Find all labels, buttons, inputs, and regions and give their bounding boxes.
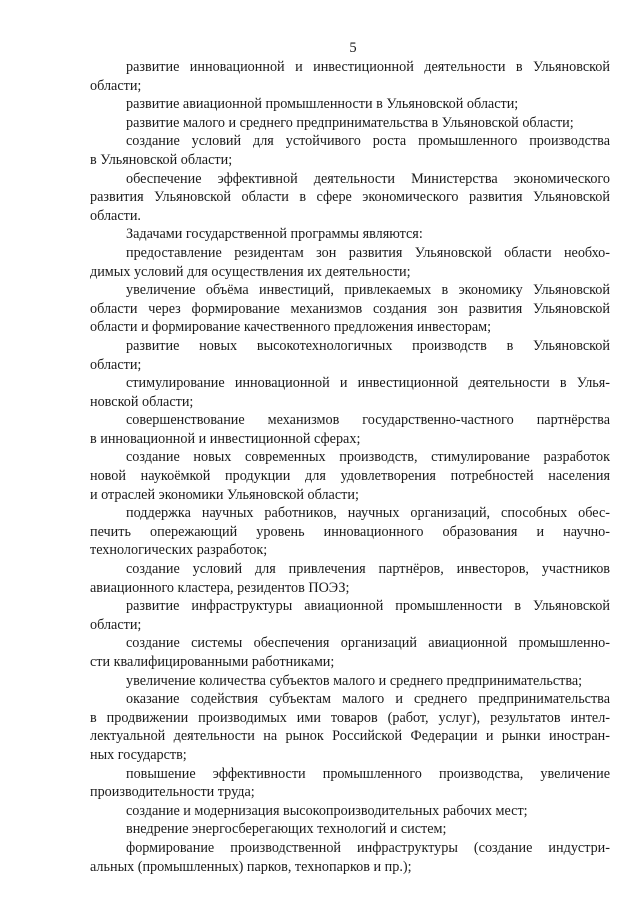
text-line: области; bbox=[90, 77, 142, 94]
text-line: увеличение объёма инвестиций, привлекаемых в экономику Ульяновской bbox=[126, 282, 610, 299]
paragraph bbox=[90, 337, 610, 374]
text-line: новой наукоёмкой продукции для удовлетворения потребностей населения bbox=[90, 468, 610, 485]
text-line: в продвижении производимых ими товаров (работ, услуг), результатов интел- bbox=[90, 709, 610, 726]
paragraph bbox=[90, 634, 610, 671]
paragraph bbox=[90, 672, 610, 691]
text-line: поддержка научных работников, научных организаций, способных обес- bbox=[126, 505, 610, 522]
text-line: развитие малого и среднего предпринимательства в Ульяновской области; bbox=[126, 114, 574, 131]
text-line: создание и модернизация высокопроизводительных рабочих мест; bbox=[126, 802, 528, 819]
text-line: развитие инфраструктуры авиационной промышленности в Ульяновской bbox=[126, 598, 610, 615]
text-line: в Ульяновской области; bbox=[90, 151, 233, 168]
paragraph bbox=[90, 504, 610, 560]
text-line: производительности труда; bbox=[90, 784, 255, 801]
text-line: и отраслей экономики Ульяновской области; bbox=[90, 486, 359, 503]
paragraph bbox=[90, 95, 610, 114]
paragraph bbox=[90, 132, 610, 169]
document-body bbox=[90, 58, 610, 876]
text-line: печить опережающий уровень инновационного образования и научно- bbox=[90, 523, 610, 540]
text-line: Задачами государственной программы являются: bbox=[126, 226, 423, 243]
text-line: создание системы обеспечения организаций авиационной промышленно- bbox=[126, 635, 610, 652]
text-line: увеличение количества субъектов малого и среднего предпринимательства; bbox=[126, 672, 583, 689]
text-line: технологических разработок; bbox=[90, 542, 268, 559]
text-line: области; bbox=[90, 356, 142, 373]
text-line: развитие инновационной и инвестиционной деятельности в Ульяновской bbox=[126, 59, 610, 75]
paragraph bbox=[90, 374, 610, 411]
text-line: создание условий для устойчивого роста промышленного производства bbox=[126, 133, 610, 150]
text-line: предоставление резидентам зон развития Ульяновской области необхо- bbox=[126, 244, 610, 261]
text-line: ных государств; bbox=[90, 746, 187, 763]
text-line: димых условий для осуществления их деятельности; bbox=[90, 263, 411, 280]
text-line: создание условий для привлечения партнёров, инвесторов, участников bbox=[126, 561, 610, 578]
paragraph bbox=[90, 839, 610, 876]
paragraph bbox=[90, 820, 610, 839]
paragraph bbox=[90, 225, 610, 244]
text-line: сти квалифицированными работниками; bbox=[90, 654, 335, 670]
text-line: в инновационной и инвестиционной сферах; bbox=[90, 430, 361, 447]
text-line: лектуальной деятельности на рынок Российской Федерации и рынки иностран- bbox=[90, 728, 610, 745]
text-line: новской области; bbox=[90, 393, 194, 410]
paragraph bbox=[90, 58, 610, 95]
text-line: формирование производственной инфраструктуры (создание индустри- bbox=[126, 839, 610, 856]
text-line: оказание содействия субъектам малого и среднего предпринимательства bbox=[126, 691, 610, 708]
paragraph bbox=[90, 244, 610, 281]
paragraph bbox=[90, 802, 610, 821]
text-line: области через формирование механизмов создания зон развития Ульяновской bbox=[90, 300, 610, 317]
text-line: повышение эффективности промышленного производства, увеличение bbox=[126, 765, 610, 782]
text-line: развития Ульяновской области в сфере экономического развития Ульяновской bbox=[90, 189, 610, 206]
paragraph bbox=[90, 170, 610, 226]
text-line: обеспечение эффективной деятельности Министерства экономического bbox=[126, 170, 610, 187]
text-line: внедрение энергосберегающих технологий и систем; bbox=[126, 821, 447, 838]
page-number: 5 bbox=[349, 40, 357, 56]
paragraph bbox=[90, 765, 610, 802]
text-line: развитие авиационной промышленности в Ульяновской области; bbox=[126, 96, 519, 113]
paragraph bbox=[90, 560, 610, 597]
text-line: области и формирование качественного предложения инвесторам; bbox=[90, 319, 492, 336]
text-line: развитие новых высокотехнологичных производств в Ульяновской bbox=[126, 337, 610, 354]
text-line: авиационного кластера, резидентов ПОЭЗ; bbox=[90, 579, 350, 596]
paragraph bbox=[90, 597, 610, 634]
paragraph bbox=[90, 114, 610, 133]
text-line: совершенствование механизмов государственно-частного партнёрства bbox=[126, 412, 610, 429]
text-line: альных (промышленных) парков, технопарков и пр.); bbox=[90, 858, 412, 875]
paragraph bbox=[90, 411, 610, 448]
text-line: создание новых современных производств, стимулирование разработок bbox=[126, 449, 610, 466]
text-line: области; bbox=[90, 616, 142, 633]
paragraph bbox=[90, 281, 610, 337]
text-line: области. bbox=[90, 207, 141, 224]
paragraph bbox=[90, 448, 610, 504]
paragraph bbox=[90, 690, 610, 764]
text-line: стимулирование инновационной и инвестиционной деятельности в Улья- bbox=[126, 375, 610, 392]
